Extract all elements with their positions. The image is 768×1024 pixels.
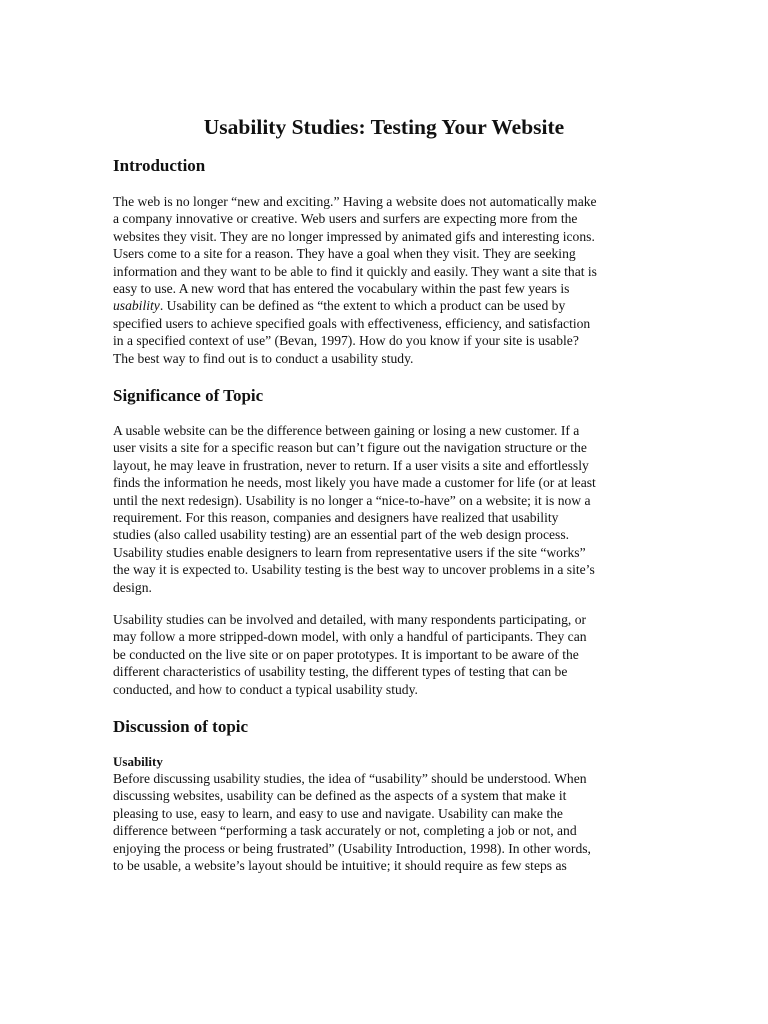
text-line: pleasing to use, easy to learn, and easy to use and navigate. Usability can make the xyxy=(113,805,563,821)
text-line: The best way to find out is to conduct a usability study. xyxy=(113,350,414,366)
text-line: websites they visit. They are no longer impressed by animated gifs and interesting icons. xyxy=(113,228,595,244)
text-line: enjoying the process or being frustrated” (Usability Introduction, 1998). In other words, xyxy=(113,840,591,856)
text-line: layout, he may leave in frustration, never to return. If a user visits a site and effortlessly xyxy=(113,457,589,473)
discussion-paragraph xyxy=(113,770,673,874)
text-line: design. xyxy=(113,579,152,595)
introduction-paragraph xyxy=(113,193,673,367)
text-line: requirement. For this reason, companies and designers have realized that usability xyxy=(113,510,559,526)
section-heading-discussion: Discussion of topic xyxy=(113,717,249,736)
text-line: discussing websites, usability can be defined as the aspects of a system that make it xyxy=(113,788,567,804)
text-line: user visits a site for a specific reason but can’t figure out the navigation structure or the xyxy=(113,440,587,456)
text-line: conducted, and how to conduct a typical usability study. xyxy=(113,681,418,697)
significance-paragraph-2 xyxy=(113,611,673,698)
text-line: information and they want to be able to find it quickly and easily. They want a site that is xyxy=(113,263,597,279)
text-line: studies (also called usability testing) are an essential part of the web design process. xyxy=(113,527,570,543)
text-line xyxy=(113,297,673,314)
section-heading-significance: Significance of Topic xyxy=(113,386,264,405)
section-heading-introduction: Introduction xyxy=(113,156,206,175)
text-line: Usability studies can be involved and detailed, with many respondents participating, or xyxy=(113,612,587,627)
text-line: The web is no longer “new and exciting.” Having a website does not automatically make xyxy=(113,194,597,209)
text-line: Before discussing usability studies, the idea of “usability” should be understood. When xyxy=(113,771,587,786)
italic-term-usability: usability xyxy=(113,298,160,314)
text-line: the way it is expected to. Usability testing is the best way to uncover problems in a site’s xyxy=(113,562,595,578)
text-line: A usable website can be the difference between gaining or losing a new customer. If a xyxy=(113,423,580,438)
text-line: difference between “performing a task accurately or not, completing a job or not, and xyxy=(113,823,577,839)
text-line: a company innovative or creative. Web users and surfers are expecting more from the xyxy=(113,211,578,227)
text-line: Usability studies enable designers to learn from representative users if the site “works” xyxy=(113,544,586,560)
text-line: Users come to a site for a reason. They have a goal when they visit. They are seeking xyxy=(113,246,576,262)
text-line: to be usable, a website’s layout should be intuitive; it should require as few steps as xyxy=(113,858,567,874)
text-line: different characteristics of usability testing, the different types of testing that can be xyxy=(113,664,568,680)
text-line: be conducted on the live site or on paper prototypes. It is important to be aware of the xyxy=(113,646,579,662)
text-line: may follow a more stripped-down model, with only a handful of participants. They can xyxy=(113,629,587,645)
text-line: in a specified context of use” (Bevan, 1997). How do you know if your site is usable? xyxy=(113,333,579,349)
text-line-rest: . Usability can be defined as “the extent to which a product can be used by xyxy=(159,298,566,314)
significance-paragraph-1 xyxy=(113,422,673,596)
text-line: until the next redesign). Usability is no longer a “nice-to-have” on a website; it is now a xyxy=(113,492,591,508)
text-line: specified users to achieve specified goals with effectiveness, efficiency, and satisfaction xyxy=(113,315,591,331)
text-line: easy to use. A new word that has entered the vocabulary within the past few years is xyxy=(113,281,570,297)
document-title: Usability Studies: Testing Your Website xyxy=(203,115,565,139)
subheading-usability: Usability xyxy=(113,754,163,769)
text-line: finds the information he needs, most likely you have made a customer for life (or at least xyxy=(113,475,596,491)
